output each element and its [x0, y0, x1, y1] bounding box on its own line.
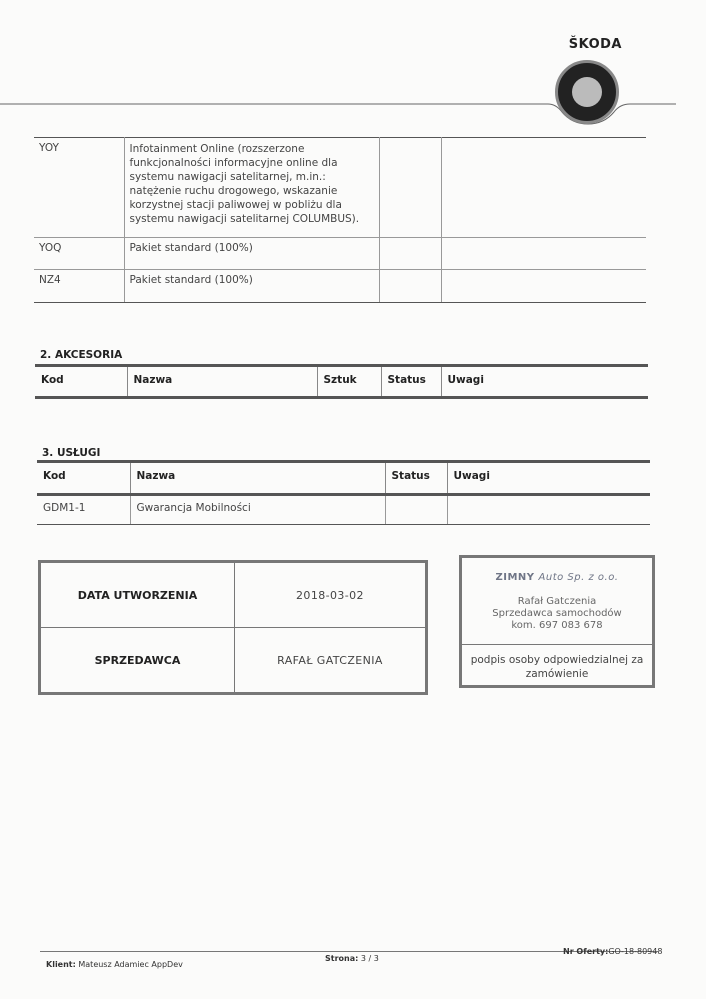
stamp-company-suffix: Auto Sp. z o.o.: [538, 572, 619, 583]
column-header: Kod: [37, 462, 130, 495]
service-status: [385, 495, 447, 525]
signature-caption: podpis osoby odpowiedzialnej za zamówienie: [470, 654, 644, 680]
packages-table: [34, 137, 646, 303]
service-name: Gwarancja Mobilności: [130, 495, 385, 525]
stamp-person: Rafał Gatczenia: [517, 596, 597, 607]
created-value: 2018-03-02: [235, 562, 427, 628]
offer-value: GO-18-80948: [608, 947, 663, 956]
created-label: DATA UTWORZENIA: [40, 562, 235, 628]
package-code: NZ4: [34, 270, 124, 303]
table-header-row: [37, 462, 650, 495]
company-stamp: [462, 558, 652, 645]
signature-box: [459, 555, 655, 688]
footer-offer: [563, 947, 662, 956]
service-code: GDM1-1: [37, 495, 130, 525]
package-code: YOY: [34, 138, 124, 238]
brand-logo: [555, 60, 619, 124]
table-row: [37, 495, 650, 525]
brand-wordmark: ŠKODA: [568, 37, 622, 52]
table-header-row: [35, 366, 648, 398]
signature-scribble: [462, 584, 652, 596]
footer-client: [46, 960, 183, 969]
table-row: [34, 238, 646, 270]
table-row: [40, 628, 427, 694]
column-header: Nazwa: [130, 462, 385, 495]
accessories-title: 2. AKCESORIA: [40, 349, 123, 361]
client-value: Mateusz Adamiec AppDev: [78, 960, 183, 969]
logo-arrow-icon: [572, 77, 602, 107]
seller-value: RAFAŁ GATCZENIA: [235, 628, 427, 694]
table-row: [34, 270, 646, 303]
column-header: Uwagi: [447, 374, 484, 386]
footer-page: [325, 954, 379, 963]
package-name: Pakiet standard (100%): [124, 238, 379, 270]
table-row: [34, 138, 646, 238]
page-value: 3 / 3: [360, 954, 379, 963]
client-label: Klient:: [46, 960, 76, 969]
column-header: Uwagi: [453, 470, 490, 482]
package-name: Pakiet standard (100%): [124, 270, 379, 303]
service-notes: [447, 495, 650, 525]
package-name: Infotainment Online (rozszerzone funkcjonalności informacyjne online dla systemu nawigacji satelitarnej, m.in.: natężenie ruchu drogowego, wskazanie korzystnej stacji paliwowej w pobliżu dla systemu nawigacji satelitarnej COLUMBUS).: [124, 138, 379, 238]
services-table: [37, 460, 650, 525]
column-header: Sztuk: [317, 366, 381, 398]
page-label: Strona:: [325, 954, 359, 963]
table-row: [40, 562, 427, 628]
column-header: Status: [381, 366, 441, 398]
stamp-company: ZIMNY: [495, 572, 535, 583]
summary-table: [38, 560, 428, 695]
accessories-table: [35, 364, 648, 399]
column-header: Kod: [35, 366, 127, 398]
stamp-role: Sprzedawca samochodów: [492, 608, 622, 619]
column-header: Status: [385, 462, 447, 495]
package-code: YOQ: [34, 238, 124, 270]
column-header: Nazwa: [127, 366, 317, 398]
seller-label: SPRZEDAWCA: [40, 628, 235, 694]
services-title: 3. USŁUGI: [42, 447, 101, 459]
stamp-phone: kom. 697 083 678: [511, 620, 603, 631]
offer-label: Nr Oferty:: [563, 947, 609, 956]
